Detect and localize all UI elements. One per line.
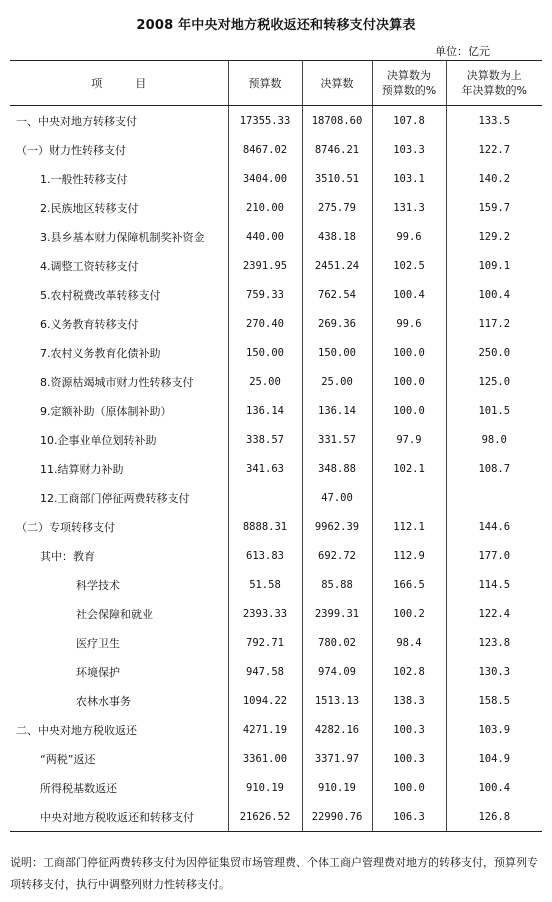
row-budget: 21626.52	[228, 802, 302, 832]
row-pct-budget: 106.3	[372, 802, 446, 832]
footnote: 说明：工商部门停征两费转移支付为因停征集贸市场管理费、个体工商户管理费对地方的转移支付，预算列专项转移支付，执行中调整列财力性转移支付。	[10, 856, 538, 891]
table-row	[10, 309, 542, 338]
row-name: 农林水事务	[10, 686, 228, 715]
row-budget: 910.19	[228, 773, 302, 802]
row-budget: 3404.00	[228, 164, 302, 193]
row-budget: 947.58	[228, 657, 302, 686]
row-budget: 136.14	[228, 396, 302, 425]
row-pct-prev	[446, 483, 542, 512]
row-pct-budget: 100.0	[372, 338, 446, 367]
row-name: 6.义务教育转移支付	[10, 309, 228, 338]
row-final: 18708.60	[302, 106, 372, 136]
row-final: 3510.51	[302, 164, 372, 193]
table-row	[10, 744, 542, 773]
row-final: 1513.13	[302, 686, 372, 715]
table-row	[10, 367, 542, 396]
table-row	[10, 773, 542, 802]
row-budget: 792.71	[228, 628, 302, 657]
row-final: 269.36	[302, 309, 372, 338]
row-final: 22990.76	[302, 802, 372, 832]
row-final: 85.88	[302, 570, 372, 599]
table-row	[10, 106, 542, 136]
row-pct-prev: 129.2	[446, 222, 542, 251]
row-final: 762.54	[302, 280, 372, 309]
table-row	[10, 657, 542, 686]
row-budget: 8467.02	[228, 135, 302, 164]
row-final: 9962.39	[302, 512, 372, 541]
row-final: 438.18	[302, 222, 372, 251]
row-budget: 759.33	[228, 280, 302, 309]
header-pct-budget: 决算数为 预算数的%	[372, 61, 446, 106]
row-name: 社会保障和就业	[10, 599, 228, 628]
row-pct-prev: 100.4	[446, 280, 542, 309]
row-pct-prev: 177.0	[446, 541, 542, 570]
row-budget: 150.00	[228, 338, 302, 367]
row-name: 所得税基数返还	[10, 773, 228, 802]
row-final: 136.14	[302, 396, 372, 425]
row-final: 780.02	[302, 628, 372, 657]
row-final: 47.00	[302, 483, 372, 512]
row-pct-budget: 100.3	[372, 715, 446, 744]
row-budget: 2393.33	[228, 599, 302, 628]
row-pct-prev: 122.4	[446, 599, 542, 628]
row-final: 331.57	[302, 425, 372, 454]
table-row	[10, 164, 542, 193]
row-pct-budget: 100.0	[372, 773, 446, 802]
row-budget: 440.00	[228, 222, 302, 251]
row-pct-budget: 107.8	[372, 106, 446, 136]
row-pct-budget: 99.6	[372, 222, 446, 251]
row-name: 一、中央对地方转移支付	[10, 106, 228, 136]
table-row	[10, 454, 542, 483]
row-name: 1.一般性转移支付	[10, 164, 228, 193]
row-pct-prev: 109.1	[446, 251, 542, 280]
row-pct-budget: 98.4	[372, 628, 446, 657]
header-row	[10, 61, 542, 106]
row-name: 11.结算财力补助	[10, 454, 228, 483]
row-name: 环境保护	[10, 657, 228, 686]
row-pct-prev: 103.9	[446, 715, 542, 744]
table-row	[10, 251, 542, 280]
row-pct-prev: 123.8	[446, 628, 542, 657]
row-pct-budget: 100.4	[372, 280, 446, 309]
row-pct-prev: 159.7	[446, 193, 542, 222]
row-budget	[228, 483, 302, 512]
table-row	[10, 193, 542, 222]
row-pct-budget: 138.3	[372, 686, 446, 715]
table-row	[10, 715, 542, 744]
table-row	[10, 512, 542, 541]
row-name: 10.企事业单位划转补助	[10, 425, 228, 454]
row-pct-prev: 125.0	[446, 367, 542, 396]
row-name: （二）专项转移支付	[10, 512, 228, 541]
row-pct-budget: 100.0	[372, 367, 446, 396]
row-name: 7.农村义务教育化债补助	[10, 338, 228, 367]
row-name: 其中：教育	[10, 541, 228, 570]
row-pct-budget: 102.8	[372, 657, 446, 686]
row-budget: 8888.31	[228, 512, 302, 541]
row-pct-budget: 112.1	[372, 512, 446, 541]
row-pct-prev: 250.0	[446, 338, 542, 367]
header-item: 项 目	[10, 61, 228, 106]
row-pct-budget: 112.9	[372, 541, 446, 570]
row-final: 25.00	[302, 367, 372, 396]
row-pct-prev: 98.0	[446, 425, 542, 454]
row-name: 科学技术	[10, 570, 228, 599]
table-row	[10, 686, 542, 715]
row-name: （一）财力性转移支付	[10, 135, 228, 164]
table-row	[10, 541, 542, 570]
row-pct-budget: 103.1	[372, 164, 446, 193]
row-budget: 25.00	[228, 367, 302, 396]
row-budget: 270.40	[228, 309, 302, 338]
row-pct-budget: 131.3	[372, 193, 446, 222]
row-name: 9.定额补助（原体制补助）	[10, 396, 228, 425]
row-final: 974.09	[302, 657, 372, 686]
row-pct-budget: 100.3	[372, 744, 446, 773]
row-name: 中央对地方税收返还和转移支付	[10, 802, 228, 832]
row-pct-prev: 101.5	[446, 396, 542, 425]
row-final: 3371.97	[302, 744, 372, 773]
row-budget: 210.00	[228, 193, 302, 222]
table-row	[10, 483, 542, 512]
row-pct-budget: 166.5	[372, 570, 446, 599]
row-pct-budget: 102.1	[372, 454, 446, 483]
row-name: 12.工商部门停征两费转移支付	[10, 483, 228, 512]
row-name: “两税”返还	[10, 744, 228, 773]
table-row	[10, 802, 542, 832]
row-name: 5.农村税费改革转移支付	[10, 280, 228, 309]
row-final: 4282.16	[302, 715, 372, 744]
row-pct-prev: 117.2	[446, 309, 542, 338]
row-pct-prev: 108.7	[446, 454, 542, 483]
unit-label: 单位：亿元	[435, 45, 490, 58]
row-budget: 341.63	[228, 454, 302, 483]
row-pct-budget: 102.5	[372, 251, 446, 280]
row-pct-budget: 99.6	[372, 309, 446, 338]
row-name: 2.民族地区转移支付	[10, 193, 228, 222]
row-budget: 3361.00	[228, 744, 302, 773]
row-pct-prev: 100.4	[446, 773, 542, 802]
table-row	[10, 280, 542, 309]
row-budget: 2391.95	[228, 251, 302, 280]
row-final: 348.88	[302, 454, 372, 483]
row-final: 910.19	[302, 773, 372, 802]
row-pct-prev: 158.5	[446, 686, 542, 715]
row-pct-budget: 103.3	[372, 135, 446, 164]
row-pct-budget: 100.0	[372, 396, 446, 425]
row-pct-prev: 140.2	[446, 164, 542, 193]
row-pct-budget	[372, 483, 446, 512]
row-name: 8.资源枯竭城市财力性转移支付	[10, 367, 228, 396]
table-row	[10, 396, 542, 425]
row-final: 8746.21	[302, 135, 372, 164]
row-pct-prev: 133.5	[446, 106, 542, 136]
row-final: 150.00	[302, 338, 372, 367]
row-budget: 17355.33	[228, 106, 302, 136]
row-pct-budget: 97.9	[372, 425, 446, 454]
table-row	[10, 135, 542, 164]
row-name: 3.县乡基本财力保障机制奖补资金	[10, 222, 228, 251]
budget-table	[10, 60, 542, 832]
table-row	[10, 599, 542, 628]
table-row	[10, 338, 542, 367]
row-name: 医疗卫生	[10, 628, 228, 657]
header-pct-prev: 决算数为上 年决算数的%	[446, 61, 542, 106]
row-pct-prev: 104.9	[446, 744, 542, 773]
row-pct-prev: 130.3	[446, 657, 542, 686]
table-row	[10, 425, 542, 454]
row-name: 二、中央对地方税收返还	[10, 715, 228, 744]
row-budget: 51.58	[228, 570, 302, 599]
row-pct-budget: 100.2	[372, 599, 446, 628]
row-final: 2399.31	[302, 599, 372, 628]
row-budget: 4271.19	[228, 715, 302, 744]
header-budget: 预算数	[228, 61, 302, 106]
row-pct-prev: 126.8	[446, 802, 542, 832]
row-final: 275.79	[302, 193, 372, 222]
row-name: 4.调整工资转移支付	[10, 251, 228, 280]
table-row	[10, 222, 542, 251]
row-pct-prev: 114.5	[446, 570, 542, 599]
row-final: 2451.24	[302, 251, 372, 280]
row-pct-prev: 144.6	[446, 512, 542, 541]
table-row	[10, 628, 542, 657]
row-budget: 1094.22	[228, 686, 302, 715]
table-row	[10, 570, 542, 599]
row-budget: 338.57	[228, 425, 302, 454]
table-title: 2008 年中央对地方税收返还和转移支付决算表	[136, 18, 416, 33]
header-final: 决算数	[302, 61, 372, 106]
row-pct-prev: 122.7	[446, 135, 542, 164]
row-budget: 613.83	[228, 541, 302, 570]
row-final: 692.72	[302, 541, 372, 570]
